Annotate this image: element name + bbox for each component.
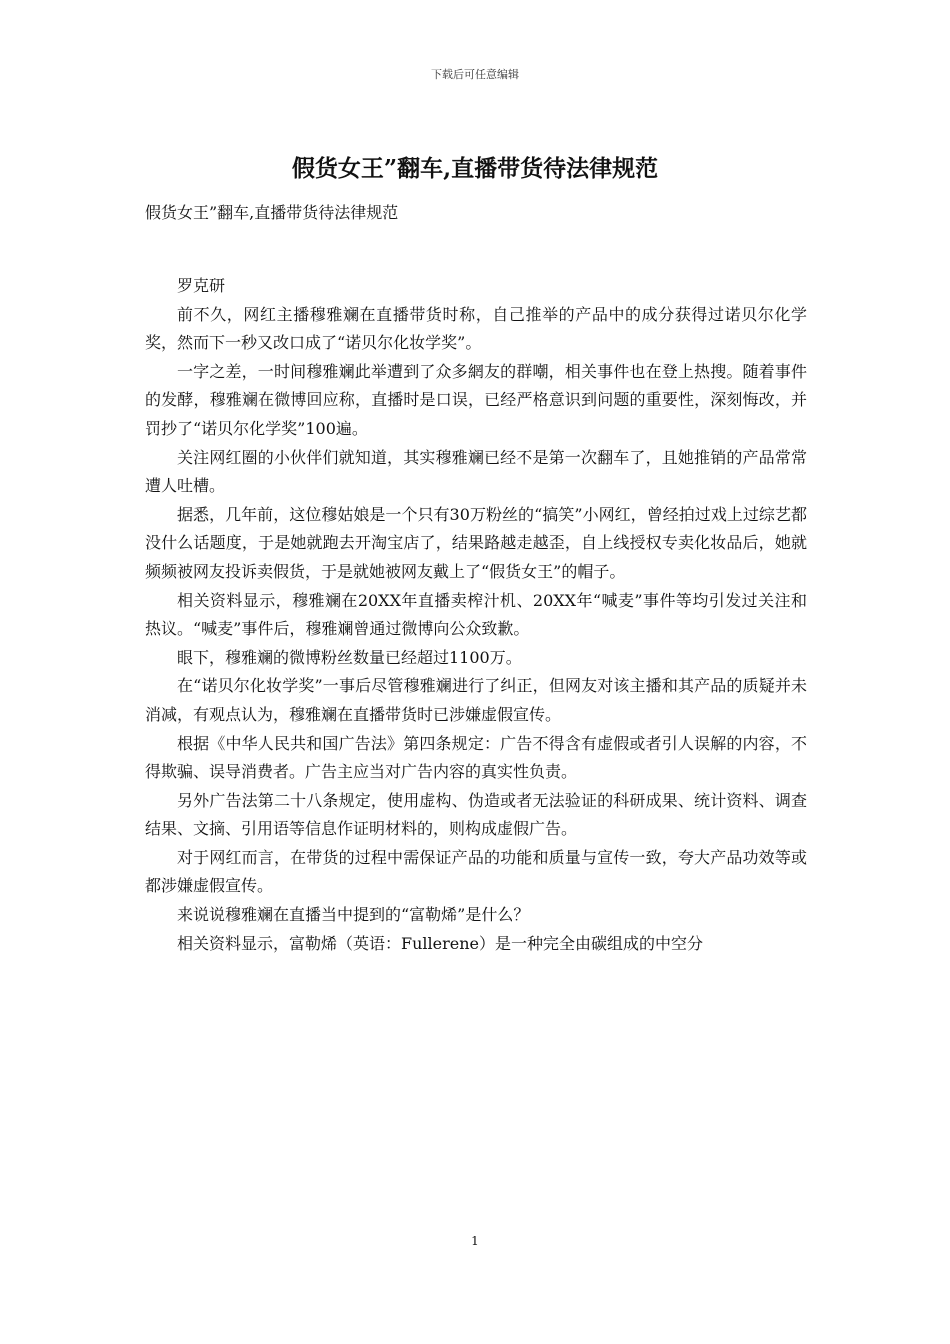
paragraph: 相关资料显示，穆雅斓在20XX年直播卖榨汁机、20XX年“喊麦”事件等均引发过关注和热议。“喊麦”事件后，穆雅斓曾通过微博向公众致歉。 [145, 590, 807, 639]
paragraph: 眼下，穆雅斓的微博粉丝数量已经超过1100万。 [177, 647, 522, 667]
paragraph: 在“诺贝尔化妆学奖”一事后尽管穆雅斓进行了纠正，但网友对该主播和其产品的质疑并未消减，有观点认为，穆雅斓在直播带货时已涉嫌虚假宣传。 [145, 676, 807, 724]
paragraph: 另外广告法第二十八条规定，使用虚构、伪造或者无法验证的科研成果、统计资料、调查结果、文摘、引用语等信息作证明材料的，则构成虚假广告。 [145, 790, 807, 839]
page-number: 1 [471, 1234, 479, 1248]
paragraph: 关注网红圈的小伙伴们就知道，其实穆雅斓已经不是第一次翻车了，且她推销的产品常常遭人吐槽。 [145, 447, 807, 496]
header-note: 下载后可任意编辑 [431, 68, 519, 81]
document-subtitle: 假货女王”翻车,直播带货待法律规范 [145, 203, 399, 222]
paragraph: 相关资料显示，富勒烯（英语：Fullerene）是一种完全由碳组成的中空分 [177, 933, 704, 953]
article-body [145, 272, 807, 958]
paragraph: 据悉，几年前，这位穆姑娘是一个只有30万粉丝的“搞笑”小网红，曾经拍过戏上过综艺都没什么话题度，于是她就跑去开淘宝店了，结果路越走越歪，自上线授权专卖化妆品后，她就频频被网友投诉卖假货，于是就她被网友戴上了“假货女王”的帽子。 [145, 504, 807, 581]
author-line: 罗克研 [177, 276, 226, 295]
paragraph: 一字之差，一时间穆雅斓此举遭到了众多網友的群嘲，相关事件也在登上热搜。随着事件的发酵，穆雅斓在微博回应称，直播时是口误，已经严格意识到问题的重要性，深刻悔改，并罚抄了“诺贝尔化学奖”100遍。 [145, 361, 807, 438]
document-title: 假货女王”翻车,直播带货待法律规范 [291, 155, 659, 182]
paragraph: 对于网红而言，在带货的过程中需保证产品的功能和质量与宣传一致，夸大产品功效等或都涉嫌虚假宣传。 [145, 847, 807, 896]
paragraph: 来说说穆雅斓在直播当中提到的“富勒烯”是什么？ [177, 905, 530, 925]
paragraph: 根据《中华人民共和国广告法》第四条规定：广告不得含有虚假或者引人误解的内容，不得欺骗、误导消费者。广告主应当对广告内容的真实性负责。 [145, 733, 807, 782]
paragraph: 前不久，网红主播穆雅斓在直播带货时称，自己推举的产品中的成分获得过诺贝尔化学奖，然而下一秒又改口成了“诺贝尔化妆学奖”。 [145, 304, 807, 353]
